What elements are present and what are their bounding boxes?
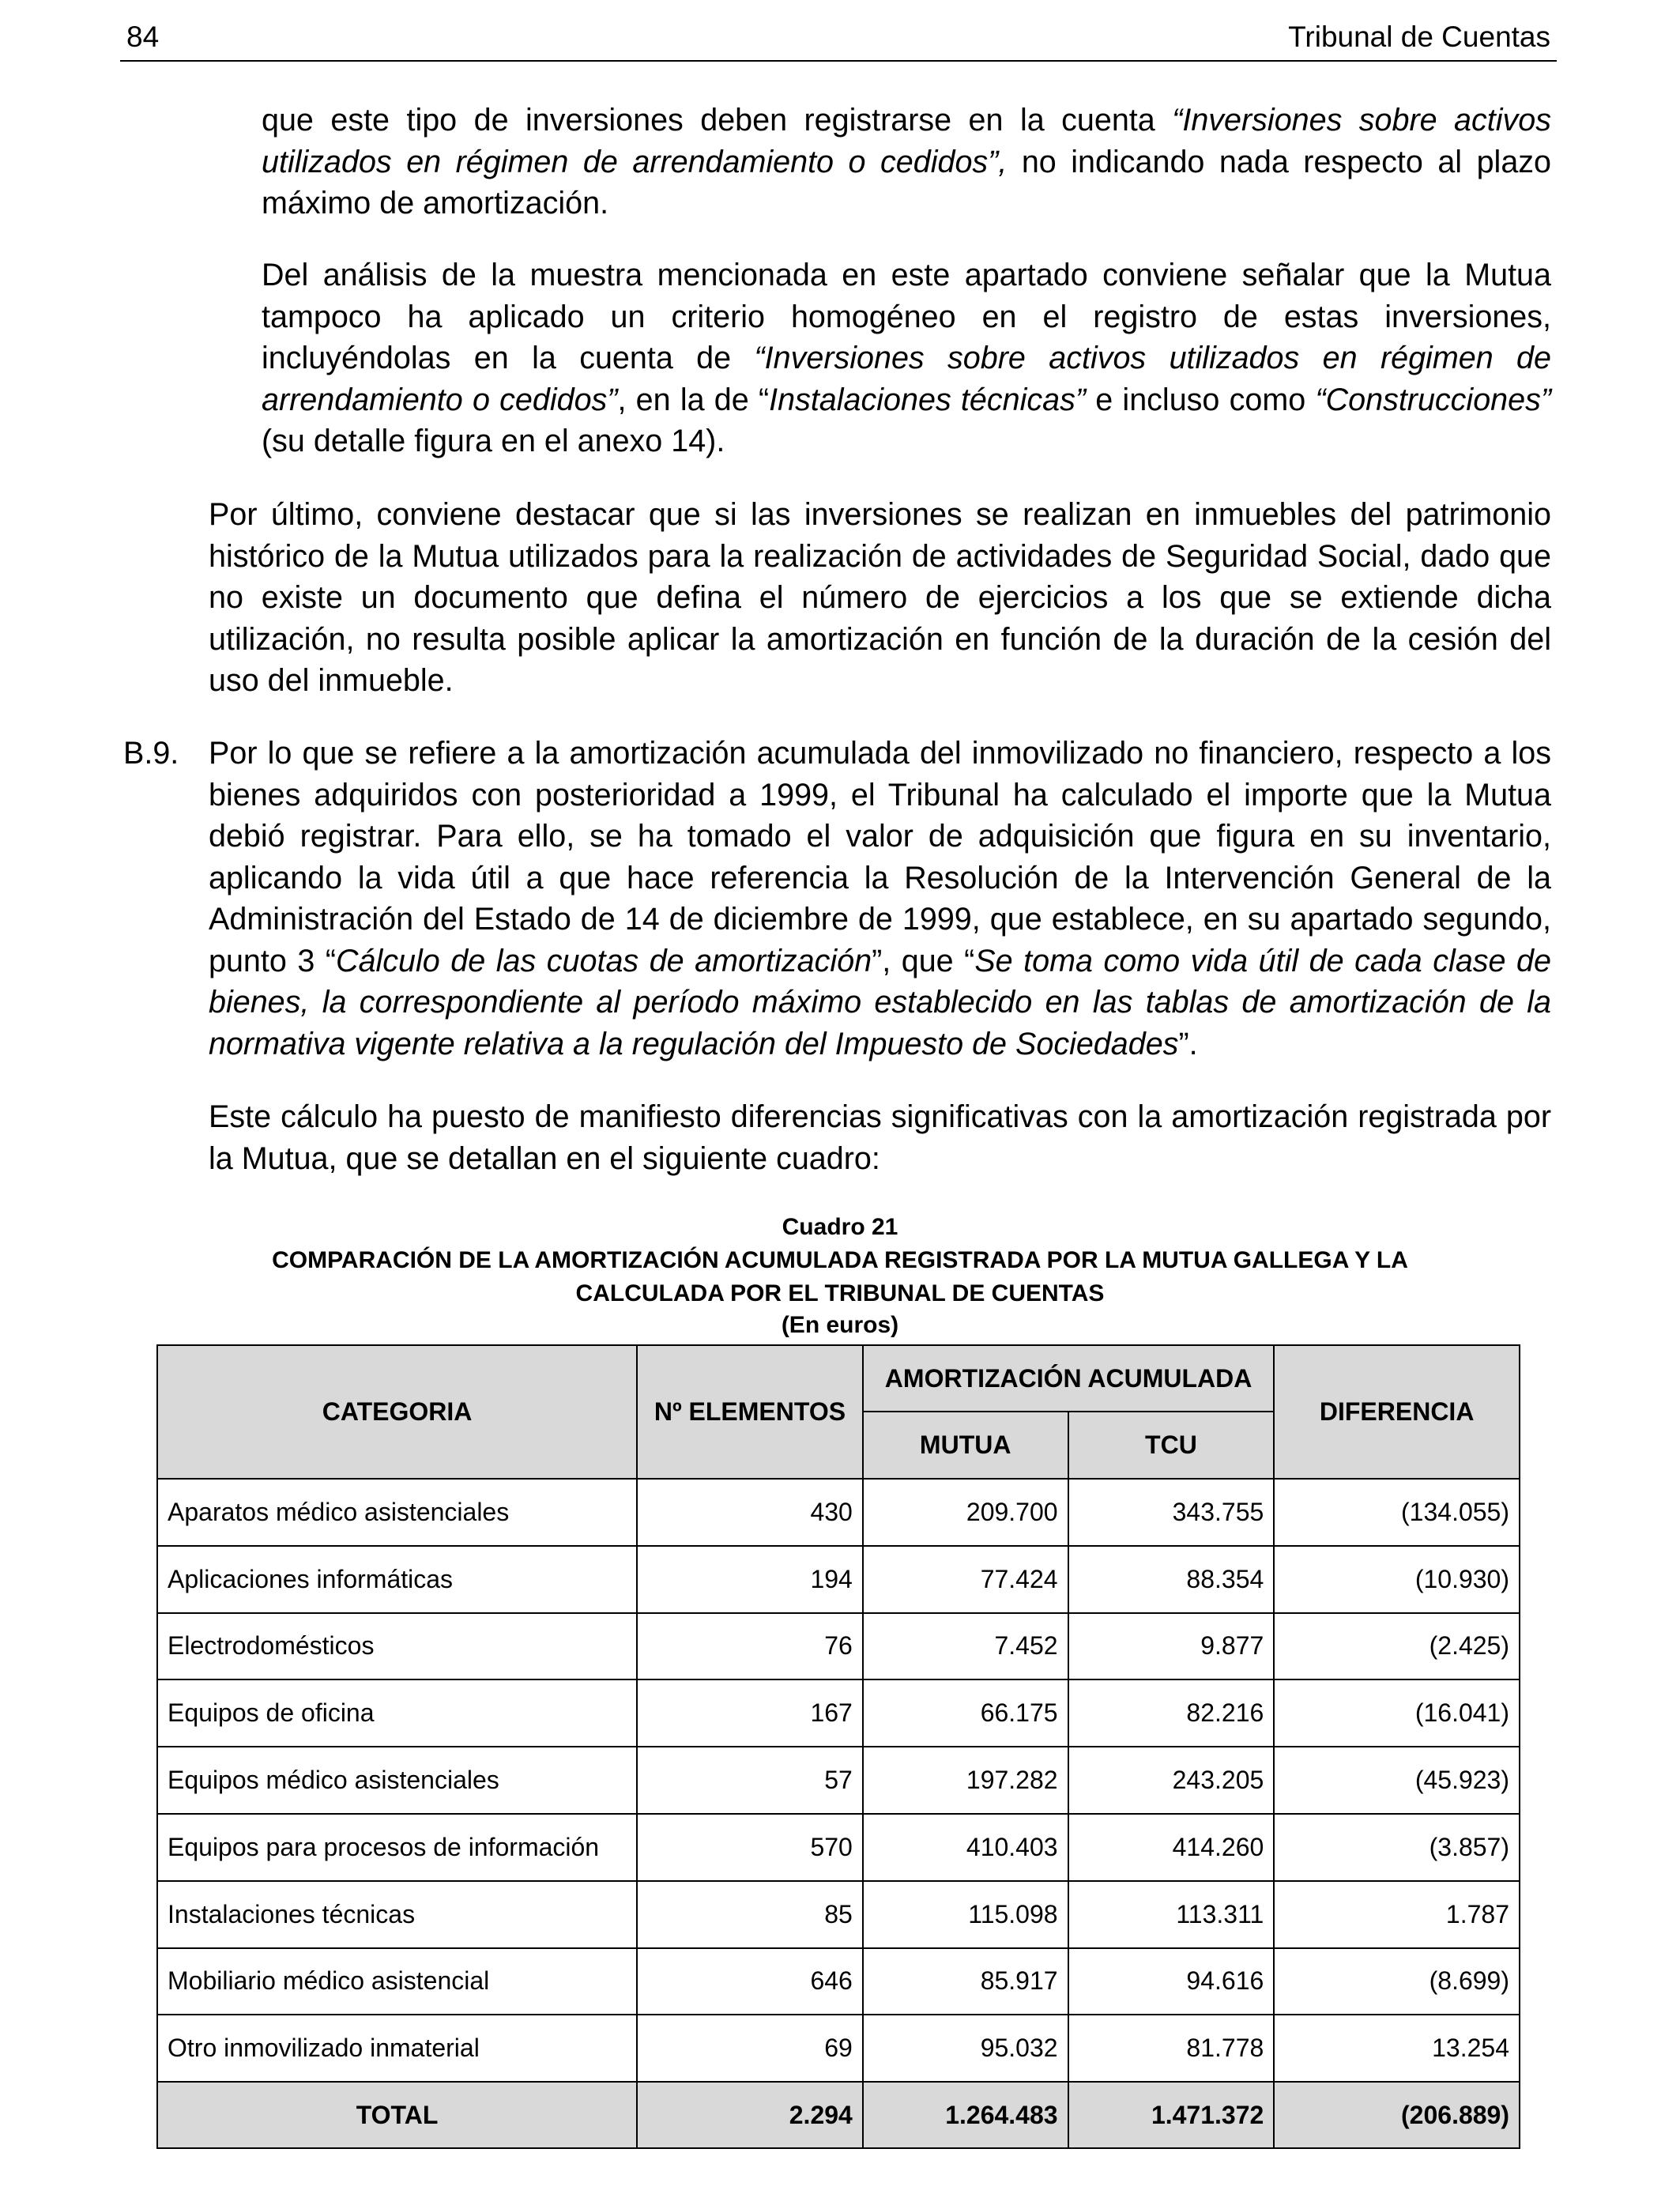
paragraph-5: Este cálculo ha puesto de manifiesto diferencias significativas con la amortización registrada por la Mutua, que se detallan en el siguiente cuadro:	[209, 1099, 1551, 1176]
cell-tcu: 81.778	[1068, 2015, 1275, 2082]
cell-mutua: 209.700	[863, 1479, 1068, 1546]
paragraph-2: Del análisis de la muestra mencionada en este apartado conviene señalar que la Mutua tampoco ha aplicado un criterio homogéneo en el registro de estas inversiones, incluyéndolas en la cuenta de “Inversiones sobre activos utilizados en régimen de arrendamiento o cedidos”, en la de “Instalaciones técnicas” e incluso como “Construcciones” (su detalle figura en el anexo 14).	[262, 258, 1551, 458]
cell-mutua: 85.917	[863, 1948, 1068, 2015]
cell-tcu: 9.877	[1068, 1613, 1275, 1680]
cell-categoria: Equipos para procesos de información	[157, 1814, 637, 1881]
cell-elementos: 194	[637, 1546, 863, 1613]
paragraph-b9: Por lo que se refiere a la amortización acumulada del inmovilizado no financiero, respecto a los bienes adquiridos con posterioridad a 1999, el Tribunal ha calculado el importe que la Mutua debió registrar. Para ello, se ha tomado el valor de adquisición que figura en su inventario, aplicando la vida útil a que hace referencia la Resolución de la Intervención General de la Administración del Estado de 14 de diciembre de 1999, que establece, en su apartado segundo, punto 3 “Cálculo de las cuotas de amortización”, que “Se toma como vida útil de cada clase de bienes, la correspondiente al período máximo establecido en las tablas de amortización de la normativa vigente relativa a la regulación del Impuesto de Sociedades”.	[209, 736, 1551, 1061]
table-row	[157, 1881, 1520, 1948]
cell-diferencia: (16.041)	[1274, 1679, 1520, 1747]
table-row	[157, 1546, 1520, 1613]
cell-elementos: 646	[637, 1948, 863, 2015]
cell-mutua: 66.175	[863, 1679, 1068, 1747]
cell-mutua: 77.424	[863, 1546, 1068, 1613]
table-row	[157, 1948, 1520, 2015]
total-diferencia: (206.889)	[1274, 2082, 1520, 2148]
cell-mutua: 115.098	[863, 1881, 1068, 1948]
table-row	[157, 2015, 1520, 2082]
header-diferencia: DIFERENCIA	[1274, 1345, 1520, 1479]
cell-elementos: 76	[637, 1613, 863, 1680]
total-elementos: 2.294	[637, 2082, 863, 2148]
cell-elementos: 69	[637, 2015, 863, 2082]
cell-tcu: 94.616	[1068, 1948, 1275, 2015]
page-header	[120, 14, 1557, 62]
total-label: TOTAL	[157, 2082, 637, 2148]
table-row	[157, 1679, 1520, 1747]
cell-elementos: 85	[637, 1881, 863, 1948]
header-categoria: CATEGORIA	[157, 1345, 637, 1479]
cell-tcu: 414.260	[1068, 1814, 1275, 1881]
total-tcu: 1.471.372	[1068, 2082, 1275, 2148]
cell-elementos: 57	[637, 1747, 863, 1814]
cell-diferencia: (45.923)	[1274, 1747, 1520, 1814]
section-label-b9: B.9.	[123, 736, 179, 771]
cell-diferencia: (8.699)	[1274, 1948, 1520, 2015]
cell-diferencia: (3.857)	[1274, 1814, 1520, 1881]
table-caption-number: Cuadro 21	[782, 1214, 898, 1240]
cell-categoria: Aplicaciones informáticas	[157, 1546, 637, 1613]
amortization-table	[156, 1344, 1520, 2149]
table-total-row	[157, 2082, 1520, 2148]
page-number: 84	[126, 21, 160, 53]
cell-categoria: Instalaciones técnicas	[157, 1881, 637, 1948]
table-caption-units: (En euros)	[781, 1312, 899, 1338]
total-mutua: 1.264.483	[863, 2082, 1068, 2148]
paragraph-3: Por último, conviene destacar que si las inversiones se realizan en inmuebles del patrimonio histórico de la Mutua utilizados para la realización de actividades de Seguridad Social, dado que no existe un documento que defina el número de ejercicios a los que se extiende dicha utilización, no resulta posible aplicar la amortización en función de la duración de la cesión del uso del inmueble.	[209, 497, 1551, 698]
table-row	[157, 1613, 1520, 1680]
cell-categoria: Equipos de oficina	[157, 1679, 637, 1747]
cell-mutua: 95.032	[863, 2015, 1068, 2082]
cell-elementos: 570	[637, 1814, 863, 1881]
cell-categoria: Aparatos médico asistenciales	[157, 1479, 637, 1546]
table-row	[157, 1747, 1520, 1814]
cell-diferencia: (134.055)	[1274, 1479, 1520, 1546]
cell-tcu: 243.205	[1068, 1747, 1275, 1814]
cell-mutua: 7.452	[863, 1613, 1068, 1680]
cell-tcu: 82.216	[1068, 1679, 1275, 1747]
header-tcu: TCU	[1068, 1412, 1275, 1479]
running-title: Tribunal de Cuentas	[1288, 21, 1550, 53]
cell-diferencia: (2.425)	[1274, 1613, 1520, 1680]
cell-categoria: Otro inmovilizado inmaterial	[157, 2015, 637, 2082]
table-caption-title-2: CALCULADA POR EL TRIBUNAL DE CUENTAS	[575, 1280, 1105, 1306]
cell-categoria: Electrodomésticos	[157, 1613, 637, 1680]
cell-tcu: 113.311	[1068, 1881, 1275, 1948]
header-elementos: Nº ELEMENTOS	[637, 1345, 863, 1479]
cell-diferencia: 13.254	[1274, 2015, 1520, 2082]
cell-tcu: 88.354	[1068, 1546, 1275, 1613]
cell-mutua: 410.403	[863, 1814, 1068, 1881]
cell-categoria: Equipos médico asistenciales	[157, 1747, 637, 1814]
header-mutua: MUTUA	[863, 1412, 1068, 1479]
table-row	[157, 1479, 1520, 1546]
cell-categoria: Mobiliario médico asistencial	[157, 1948, 637, 2015]
cell-elementos: 167	[637, 1679, 863, 1747]
header-amortizacion: AMORTIZACIÓN ACUMULADA	[863, 1345, 1274, 1412]
cell-diferencia: (10.930)	[1274, 1546, 1520, 1613]
table-row	[157, 1814, 1520, 1881]
cell-elementos: 430	[637, 1479, 863, 1546]
table-caption-title-1: COMPARACIÓN DE LA AMORTIZACIÓN ACUMULADA REGISTRADA POR LA MUTUA GALLEGA Y LA	[272, 1247, 1408, 1273]
cell-tcu: 343.755	[1068, 1479, 1275, 1546]
paragraph-1: que este tipo de inversiones deben registrarse en la cuenta “Inversiones sobre activos utilizados en régimen de arrendamiento o cedidos”, no indicando nada respecto al plazo máximo de amortización.	[262, 103, 1552, 221]
cell-diferencia: 1.787	[1274, 1881, 1520, 1948]
cell-mutua: 197.282	[863, 1747, 1068, 1814]
